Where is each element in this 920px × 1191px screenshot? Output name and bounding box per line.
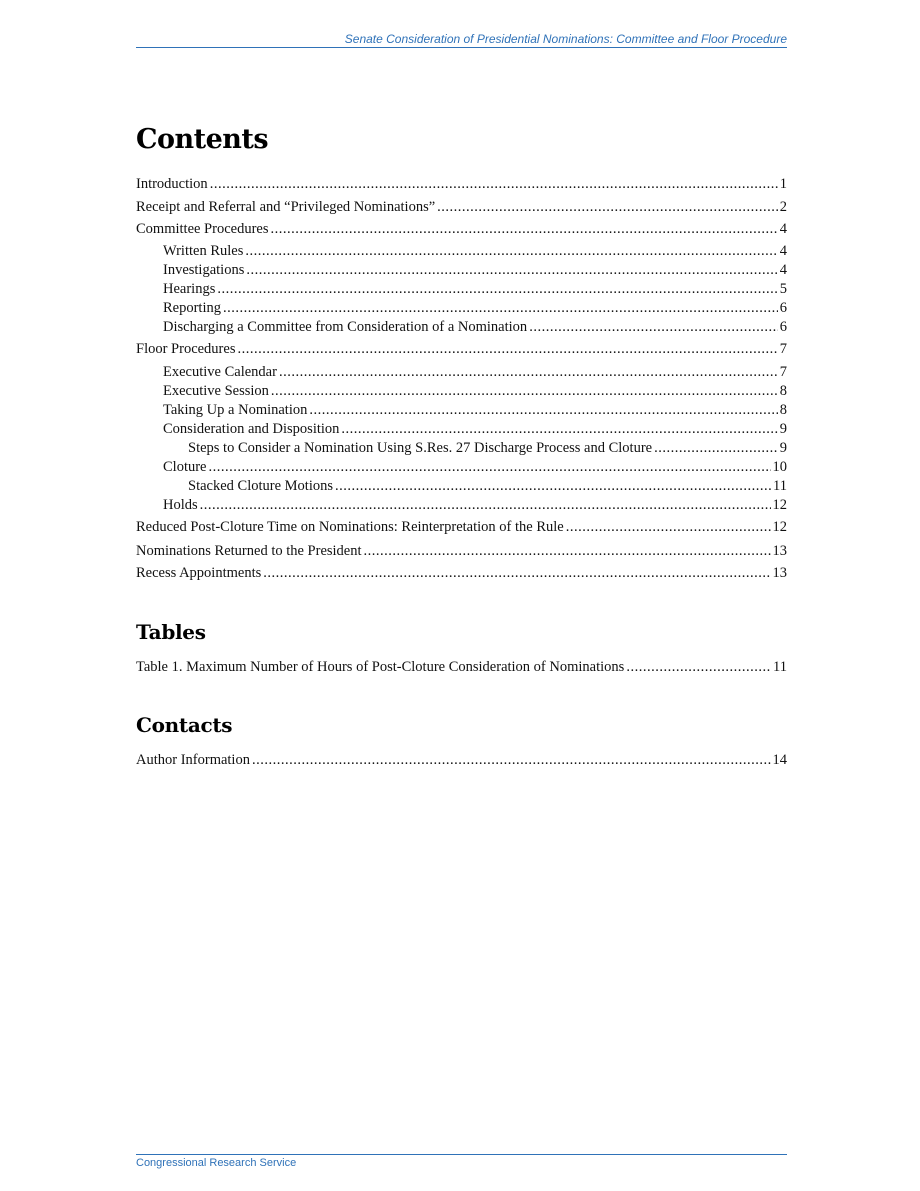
toc-entry-executive-session[interactable] [163, 382, 787, 400]
dot-leader [270, 220, 777, 238]
toc-entry-title: Investigations [163, 262, 245, 278]
toc-entry-title: Stacked Cloture Motions [188, 478, 333, 494]
toc-entry-page: 14 [772, 752, 787, 768]
dot-leader [210, 175, 778, 193]
toc-entry-written-rules[interactable] [163, 242, 787, 260]
page-footer [136, 1154, 787, 1169]
toc-entry-executive-calendar[interactable] [163, 363, 787, 381]
toc-entry-title: Executive Calendar [163, 364, 277, 380]
dot-leader [246, 261, 777, 279]
toc-entry-introduction[interactable] [136, 175, 787, 193]
toc-entry-page: 4 [779, 262, 787, 278]
toc-entry-discharging-committee[interactable] [163, 318, 787, 336]
dot-leader [271, 382, 778, 400]
toc-entry-title: Recess Appointments [136, 565, 262, 581]
toc-entry-title: Reporting [163, 300, 221, 316]
toc-entry-page: 13 [772, 565, 787, 581]
dot-leader [341, 420, 777, 438]
toc-entry-title: Reduced Post-Cloture Time on Nominations: Reinterpretation of the Rule [136, 519, 564, 535]
toc-entry-title: Discharging a Committee from Consideration of a Nomination [163, 319, 528, 335]
toc-entry-page: 8 [779, 402, 787, 418]
toc-entry-title: Introduction [136, 176, 208, 192]
toc-entry-title: Receipt and Referral and “Privileged Nominations” [136, 199, 436, 215]
dot-leader [309, 401, 777, 419]
running-header [136, 33, 787, 48]
toc-entry-investigations[interactable] [163, 261, 787, 279]
toc-entry-nominations-returned[interactable] [136, 542, 787, 560]
toc-entry-title: Steps to Consider a Nomination Using S.Res. 27 Discharge Process and Cloture [188, 440, 653, 456]
toc-entry-page: 12 [772, 519, 787, 535]
footer-organization: Congressional Research Service [136, 1157, 297, 1169]
toc-entry-title: Cloture [163, 459, 207, 475]
running-header-title: Senate Consideration of Presidential Nominations: Committee and Floor Procedure [344, 32, 787, 46]
toc-entry-page: 6 [779, 319, 787, 335]
toc-entry-steps-consider-nomination[interactable] [188, 439, 787, 457]
toc-entry-page: 11 [773, 478, 787, 494]
toc-entry-title: Committee Procedures [136, 221, 269, 237]
toc-entry-page: 13 [772, 543, 787, 559]
toc-entry-page: 7 [779, 341, 787, 357]
toc-entry-title: Author Information [136, 752, 250, 768]
dot-leader [209, 458, 771, 476]
toc-entry-page: 4 [779, 243, 787, 259]
dot-leader [364, 542, 771, 560]
toc-entry-floor-procedures[interactable] [136, 340, 787, 358]
toc-entry-title: Hearings [163, 281, 216, 297]
toc-entry-author-information[interactable] [136, 751, 787, 769]
toc-entry-page: 9 [779, 440, 787, 456]
toc-entry-page: 4 [779, 221, 787, 237]
toc-entry-taking-up-nomination[interactable] [163, 401, 787, 419]
toc-entry-page: 5 [779, 281, 787, 297]
dot-leader [566, 518, 771, 536]
toc-entry-reduced-post-cloture[interactable] [136, 518, 787, 536]
toc-entry-stacked-cloture[interactable] [188, 477, 787, 495]
dot-leader [626, 658, 771, 676]
toc-entry-page: 9 [779, 421, 787, 437]
toc-entry-page: 7 [779, 364, 787, 380]
toc-entry-page: 6 [779, 300, 787, 316]
dot-leader [223, 299, 778, 317]
toc-entry-title: Executive Session [163, 383, 269, 399]
dot-leader [252, 751, 771, 769]
toc-entry-title: Taking Up a Nomination [163, 402, 308, 418]
toc-entry-title: Floor Procedures [136, 341, 236, 357]
toc-entry-recess-appointments[interactable] [136, 564, 787, 582]
dot-leader [237, 340, 777, 358]
toc-entry-page: 12 [772, 497, 787, 513]
toc-entry-title: Written Rules [163, 243, 244, 259]
toc-entry-page: 11 [773, 659, 787, 675]
toc-entry-cloture[interactable] [163, 458, 787, 476]
contents-heading: Contents [136, 124, 269, 155]
dot-leader [529, 318, 778, 336]
toc-entry-committee-procedures[interactable] [136, 220, 787, 238]
toc-entry-page: 8 [779, 383, 787, 399]
tables-heading: Tables [136, 620, 206, 644]
toc-entry-holds[interactable] [163, 496, 787, 514]
dot-leader [245, 242, 777, 260]
toc-entry-page: 2 [779, 199, 787, 215]
toc-entry-receipt-referral[interactable] [136, 198, 787, 216]
toc-entry-reporting[interactable] [163, 299, 787, 317]
dot-leader [335, 477, 771, 495]
toc-entry-consideration-disposition[interactable] [163, 420, 787, 438]
toc-entry-title: Holds [163, 497, 198, 513]
toc-entry-page: 10 [772, 459, 787, 475]
dot-leader [200, 496, 771, 514]
toc-entry-hearings[interactable] [163, 280, 787, 298]
dot-leader [437, 198, 778, 216]
toc-entry-title: Nominations Returned to the President [136, 543, 362, 559]
dot-leader [654, 439, 778, 457]
toc-entry-title: Table 1. Maximum Number of Hours of Post-Cloture Consideration of Nominations [136, 659, 625, 675]
toc-entry-table-1[interactable] [136, 658, 787, 676]
dot-leader [263, 564, 770, 582]
contacts-heading: Contacts [136, 713, 233, 737]
dot-leader [217, 280, 777, 298]
toc-entry-title: Consideration and Disposition [163, 421, 340, 437]
dot-leader [279, 363, 778, 381]
toc-entry-page: 1 [779, 176, 787, 192]
